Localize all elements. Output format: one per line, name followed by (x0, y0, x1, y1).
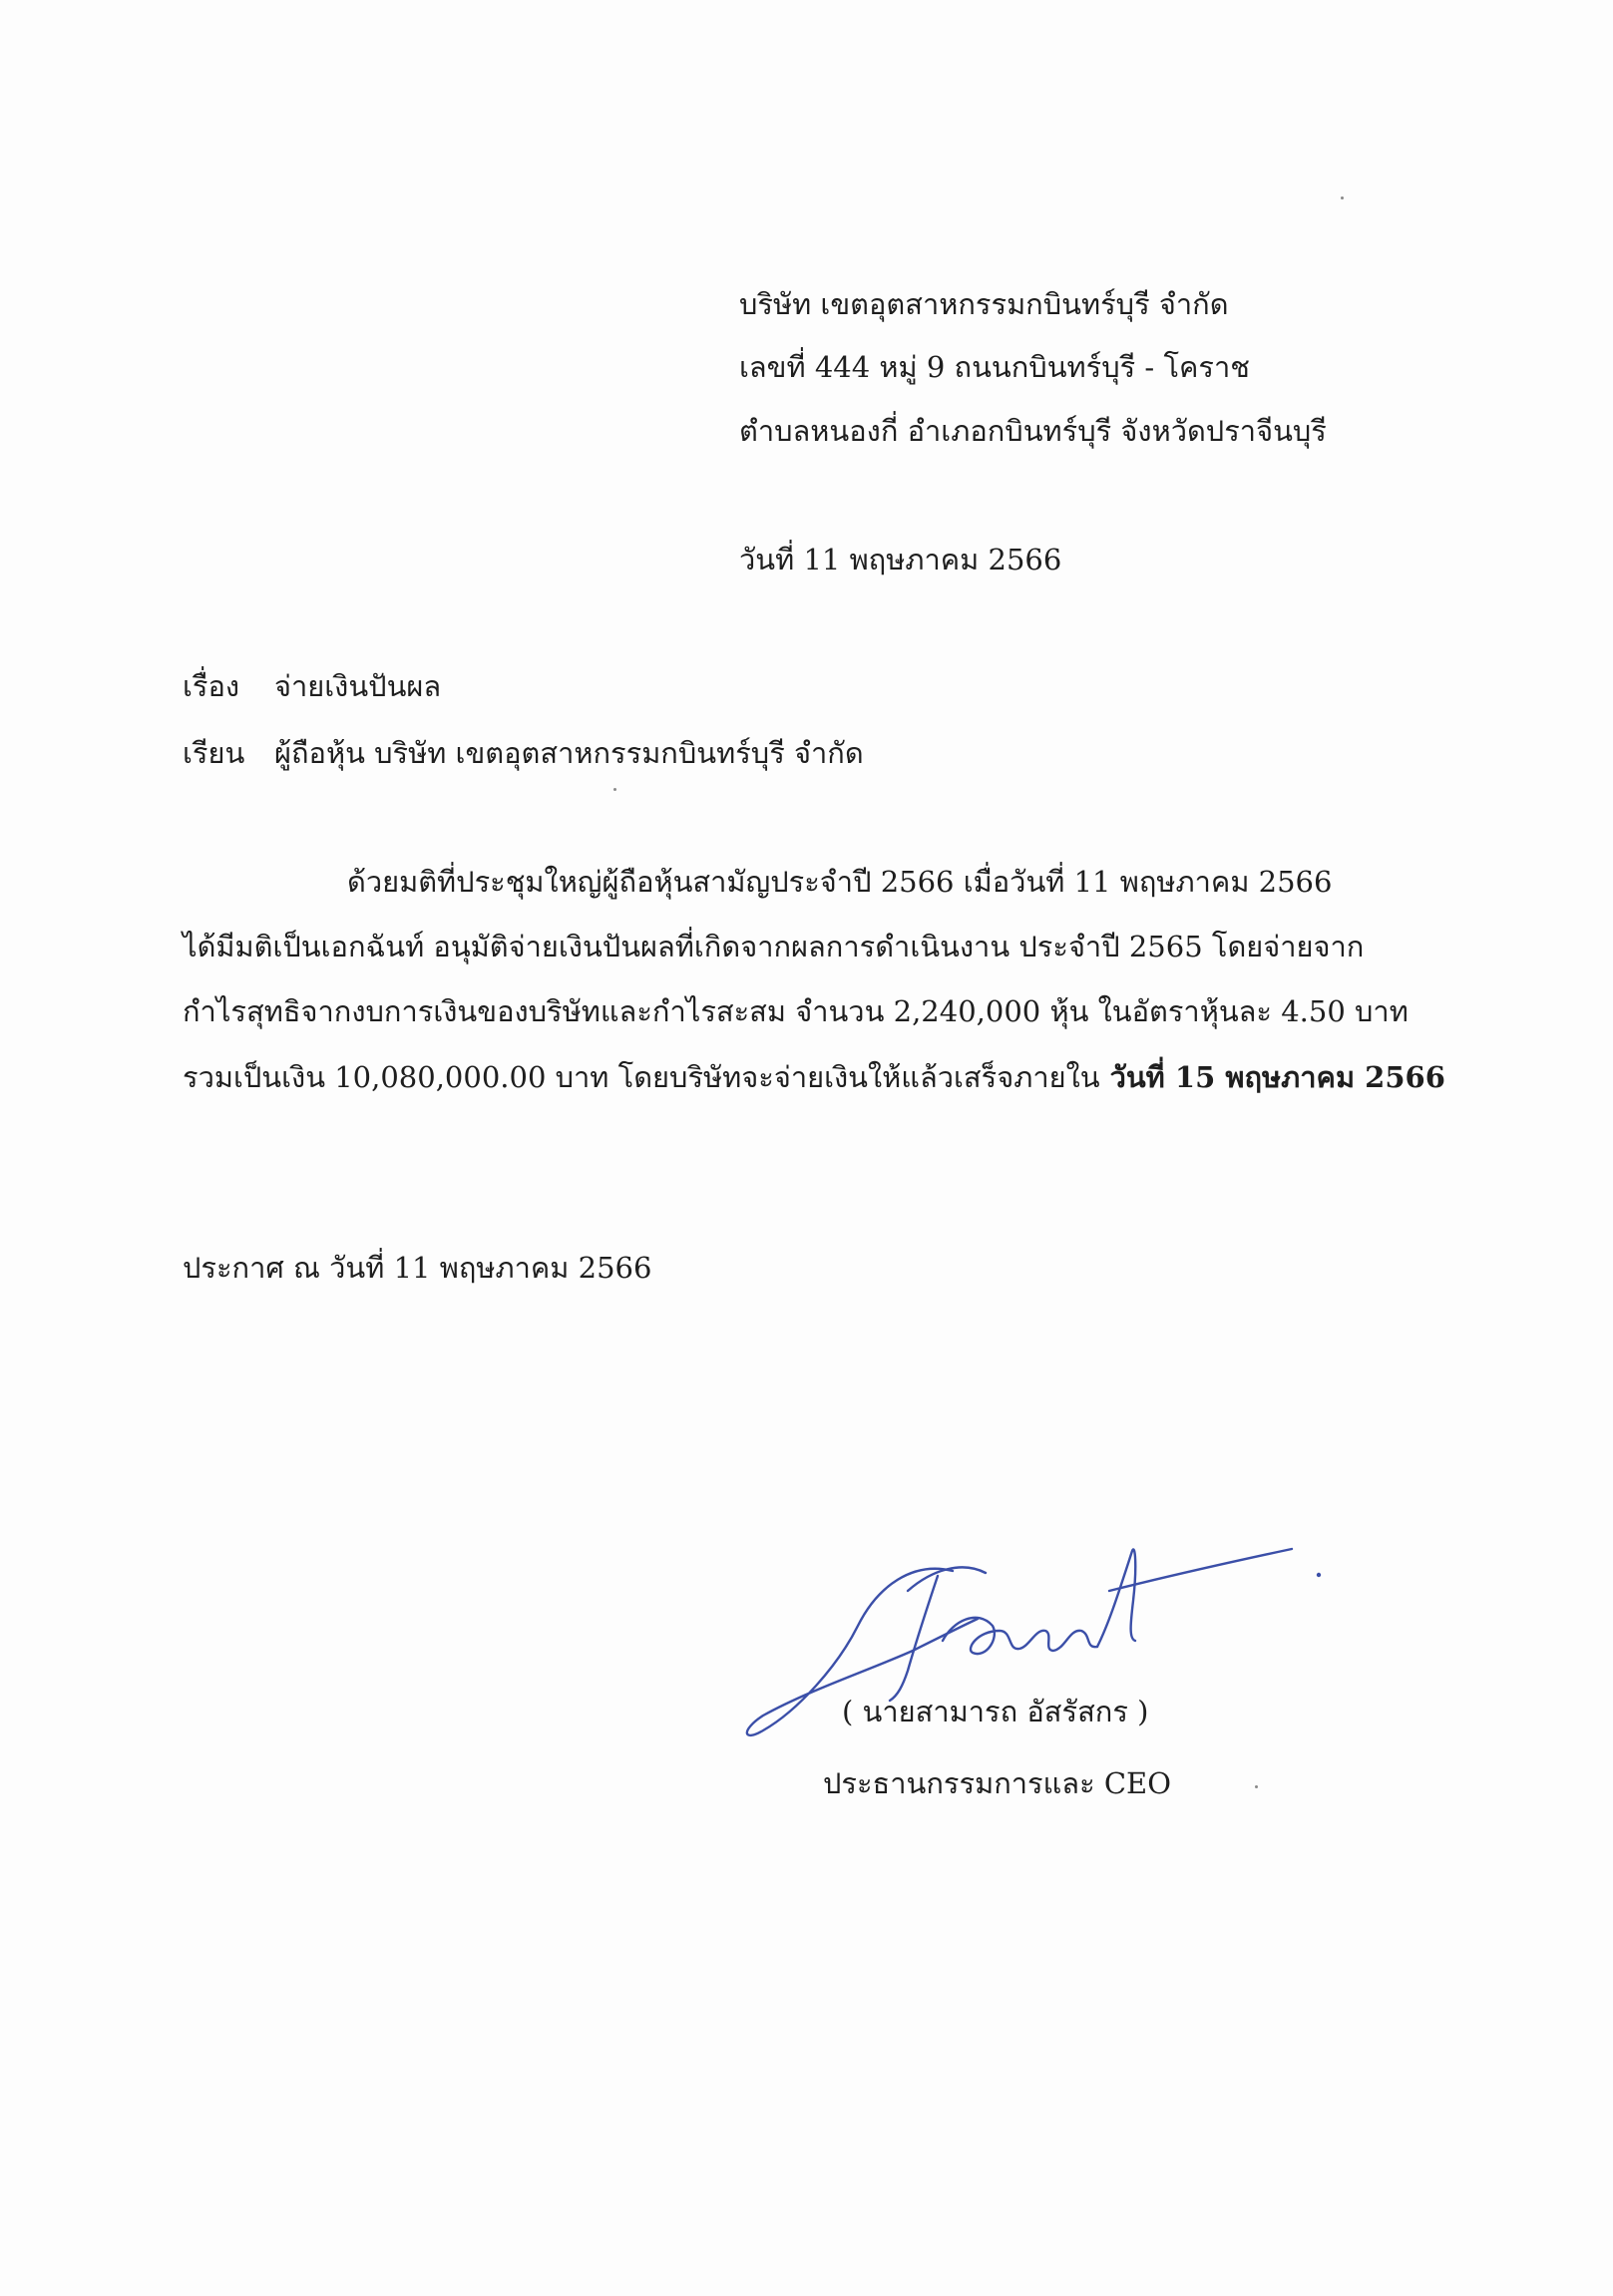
company-name: บริษัท เขตอุตสาหกรรมกบินทร์บุรี จำกัด (739, 287, 1229, 321)
body-line-2: ได้มีมติเป็นเอกฉันท์ อนุมัติจ่ายเงินปันผลที่เกิดจากผลการดำเนินงาน ประจำปี 2565 โดยจ่ายจาก (183, 930, 1365, 963)
scan-speck (1341, 196, 1344, 199)
signatory-title: ประธานกรรมการและ CEO (823, 1766, 1172, 1800)
address-line-1: เลขที่ 444 หมู่ 9 ถนนกบินทร์บุรี - โคราช (739, 350, 1250, 384)
address-line-2: ตำบลหนองกี่ อำเภอกบินทร์บุรี จังหวัดปราจีนบุรี (739, 414, 1327, 448)
subject-value: จ่ายเงินปันผล (274, 669, 442, 703)
recipient-label: เรียน (183, 736, 245, 770)
body-line-4 (183, 1057, 1445, 1097)
scan-speck (1255, 1785, 1258, 1788)
payment-deadline: วันที่ 15 พฤษภาคม 2566 (1109, 1060, 1445, 1094)
letter-date: วันที่ 11 พฤษภาคม 2566 (739, 543, 1062, 576)
signatory-name: ( นายสามารถ อัสรัสกร ) (842, 1695, 1149, 1728)
body-line-3: กำไรสุทธิจากงบการเงินของบริษัทและกำไรสะสม จำนวน 2,240,000 หุ้น ในอัตราหุ้นละ 4.50 บาท (183, 994, 1409, 1028)
body-line-1: ด้วยมติที่ประชุมใหญ่ผู้ถือหุ้นสามัญประจำปี 2566 เมื่อวันที่ 11 พฤษภาคม 2566 (347, 865, 1333, 899)
recipient-value: ผู้ถือหุ้น บริษัท เขตอุตสาหกรรมกบินทร์บุรี จำกัด (274, 736, 864, 770)
body-line-4-text: รวมเป็นเงิน 10,080,000.00 บาท โดยบริษัทจะจ่ายเงินให้แล้วเสร็จภายใน (183, 1060, 1100, 1094)
announcement-date: ประกาศ ณ วันที่ 11 พฤษภาคม 2566 (183, 1251, 652, 1285)
subject-label: เรื่อง (183, 669, 240, 703)
scan-speck (613, 788, 616, 791)
